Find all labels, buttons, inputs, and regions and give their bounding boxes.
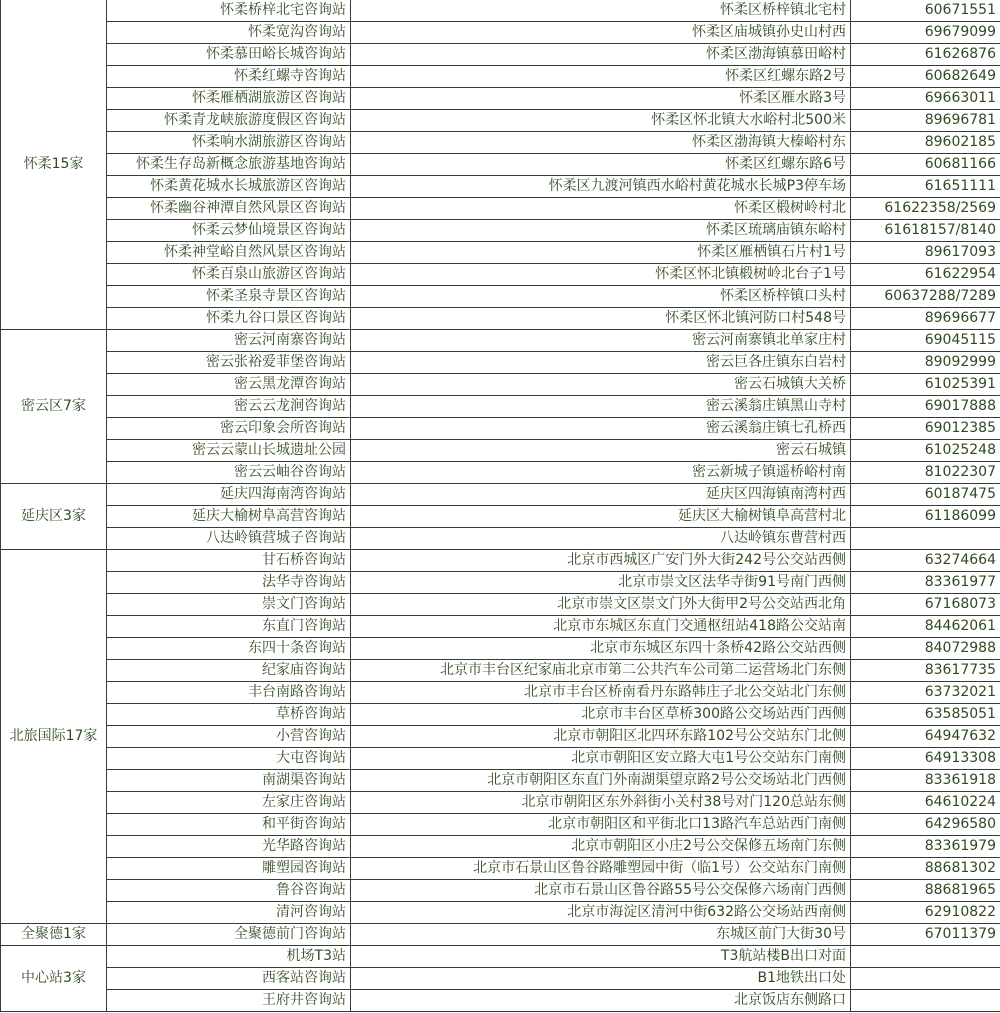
station-name: 清河咨询站 [107,902,351,924]
table-row [1,0,1000,22]
group-label: 全聚德1家 [1,924,107,946]
station-phone: 61622358/2569 [851,198,1000,220]
station-address: 怀柔区渤海镇大榛峪村东 [351,132,851,154]
station-phone [851,990,1000,1012]
station-address: 北京市朝阳区小庄2号公交保修五场南门东侧 [351,836,851,858]
station-phone: 61626876 [851,44,1000,66]
station-name: 大屯咨询站 [107,748,351,770]
station-name: 密云云蒙山长城遗址公园 [107,440,351,462]
table-row [1,352,1000,374]
station-address: 北京市石景山区鲁谷路55号公交保修六场南门西侧 [351,880,851,902]
table-row [1,748,1000,770]
station-phone: 69679099 [851,22,1000,44]
station-phone: 88681965 [851,880,1000,902]
station-name: 怀柔黄花城水长城旅游区咨询站 [107,176,351,198]
group-label: 怀柔15家 [1,0,107,330]
station-address: 密云石城镇 [351,440,851,462]
table-row [1,660,1000,682]
station-phone: 61025391 [851,374,1000,396]
station-address: 北京市东城区东直门交通枢纽站418路公交站南 [351,616,851,638]
station-address: 北京市崇文区法华寺街91号南门西侧 [351,572,851,594]
station-phone: 60187475 [851,484,1000,506]
station-phone: 69045115 [851,330,1000,352]
station-name: 密云印象会所咨询站 [107,418,351,440]
table-body [1,0,1000,1012]
station-name: 怀柔响水湖旅游区咨询站 [107,132,351,154]
station-name: 怀柔神堂峪自然风景区咨询站 [107,242,351,264]
station-phone: 61186099 [851,506,1000,528]
station-address: 密云新城子镇遥桥峪村南 [351,462,851,484]
station-phone: 63585051 [851,704,1000,726]
station-phone: 89696677 [851,308,1000,330]
station-phone: 64913308 [851,748,1000,770]
station-name: 甘石桥咨询站 [107,550,351,572]
station-address: 密云河南寨镇北单家庄村 [351,330,851,352]
table-row [1,330,1000,352]
table-row [1,792,1000,814]
station-address: 密云溪翁庄镇七孔桥西 [351,418,851,440]
station-name: 丰台南路咨询站 [107,682,351,704]
table-row [1,484,1000,506]
station-name: 东直门咨询站 [107,616,351,638]
station-phone: 69017888 [851,396,1000,418]
station-name: 怀柔红螺寺咨询站 [107,66,351,88]
table-row [1,286,1000,308]
station-name: 南湖渠咨询站 [107,770,351,792]
station-phone: 89602185 [851,132,1000,154]
station-address: 怀柔区庙城镇孙史山村西 [351,22,851,44]
station-name: 怀柔慕田峪长城咨询站 [107,44,351,66]
table-row [1,968,1000,990]
table-row [1,770,1000,792]
table-row [1,198,1000,220]
station-address: 怀柔区桥梓镇北宅村 [351,0,851,22]
table-row [1,880,1000,902]
table-row [1,462,1000,484]
station-phone [851,528,1000,550]
station-address: 北京市朝阳区安立路大屯1号公交站东门南侧 [351,748,851,770]
table-row [1,22,1000,44]
table-row [1,902,1000,924]
table-row [1,264,1000,286]
station-address: 北京市丰台区纪家庙北京市第二公共汽车公司第二运营场北门东侧 [351,660,851,682]
station-address: 北京市朝阳区和平街北口13路汽车总站西门南侧 [351,814,851,836]
table-row [1,858,1000,880]
station-address: 北京市东城区东四十条桥42路公交站西侧 [351,638,851,660]
table-row [1,176,1000,198]
station-name: 怀柔云梦仙境景区咨询站 [107,220,351,242]
station-phone: 81022307 [851,462,1000,484]
table-row [1,616,1000,638]
table-row [1,990,1000,1012]
station-address: 怀柔区红螺东路2号 [351,66,851,88]
station-address: 怀柔区怀北镇河防口村548号 [351,308,851,330]
table-row [1,132,1000,154]
station-address: 怀柔区红螺东路6号 [351,154,851,176]
group-label: 北旅国际17家 [1,550,107,924]
station-address: 怀柔区九渡河镇西水峪村黄花城水长城P3停车场 [351,176,851,198]
station-name: 纪家庙咨询站 [107,660,351,682]
station-address: 怀柔区雁栖镇石片村1号 [351,242,851,264]
station-name: 怀柔幽谷神潭自然风景区咨询站 [107,198,351,220]
station-phone: 60637288/7289 [851,286,1000,308]
station-address: 密云石城镇大关桥 [351,374,851,396]
station-phone: 64947632 [851,726,1000,748]
table-row [1,374,1000,396]
table-row [1,594,1000,616]
table-row [1,154,1000,176]
station-name: 怀柔圣泉寺景区咨询站 [107,286,351,308]
station-phone: 63274664 [851,550,1000,572]
station-phone: 89696781 [851,110,1000,132]
station-phone: 84462061 [851,616,1000,638]
station-address: 怀柔区琉璃庙镇东峪村 [351,220,851,242]
table-row [1,924,1000,946]
group-label: 延庆区3家 [1,484,107,550]
station-name: 密云张裕爱菲堡咨询站 [107,352,351,374]
station-name: 全聚德前门咨询站 [107,924,351,946]
table-row [1,638,1000,660]
station-name: 东四十条咨询站 [107,638,351,660]
station-address: 北京市朝阳区东直门外南湖渠望京路2号公交场站北门西侧 [351,770,851,792]
station-phone: 60671551 [851,0,1000,22]
table-row [1,418,1000,440]
station-phone: 89092999 [851,352,1000,374]
station-address: 怀柔区怀北镇大水峪村北500米 [351,110,851,132]
table-row [1,726,1000,748]
group-label: 密云区7家 [1,330,107,484]
station-address: 北京市石景山区鲁谷路雕塑园中街（临1号）公交站东门南侧 [351,858,851,880]
station-phone: 64610224 [851,792,1000,814]
table-row [1,550,1000,572]
station-name: 雕塑园咨询站 [107,858,351,880]
station-name: 和平街咨询站 [107,814,351,836]
station-name: 怀柔宽沟咨询站 [107,22,351,44]
station-phone [851,946,1000,968]
station-address: 北京市西城区广安门外大街242号公交站西侧 [351,550,851,572]
station-address: 北京饭店东侧路口 [351,990,851,1012]
station-address: B1地铁出口处 [351,968,851,990]
station-name: 八达岭镇营城子咨询站 [107,528,351,550]
station-name: 小营咨询站 [107,726,351,748]
station-name: 法华寺咨询站 [107,572,351,594]
station-name: 延庆四海南湾咨询站 [107,484,351,506]
table-row [1,66,1000,88]
table-row [1,682,1000,704]
station-phone: 83361979 [851,836,1000,858]
station-phone: 67168073 [851,594,1000,616]
station-name: 密云黑龙潭咨询站 [107,374,351,396]
station-name: 光华路咨询站 [107,836,351,858]
table-row [1,528,1000,550]
station-name: 左家庄咨询站 [107,792,351,814]
station-phone: 62910822 [851,902,1000,924]
station-address: T3航站楼B出口对面 [351,946,851,968]
station-name: 怀柔百泉山旅游区咨询站 [107,264,351,286]
station-address: 北京市朝阳区东外斜街小关村38号对门120总站东侧 [351,792,851,814]
station-address: 北京市朝阳区北四环东路102号公交站东门北侧 [351,726,851,748]
station-phone: 69663011 [851,88,1000,110]
station-phone: 89617093 [851,242,1000,264]
station-name: 草桥咨询站 [107,704,351,726]
station-name: 怀柔生存岛新概念旅游基地咨询站 [107,154,351,176]
table-row [1,440,1000,462]
table-row [1,220,1000,242]
table-row [1,110,1000,132]
station-address: 北京市崇文区崇文门外大街甲2号公交站西北角 [351,594,851,616]
station-address: 密云溪翁庄镇黑山寺村 [351,396,851,418]
station-address: 怀柔区怀北镇椴树岭北台子1号 [351,264,851,286]
station-address: 延庆区大榆树镇阜高营村北 [351,506,851,528]
table-row [1,308,1000,330]
station-name: 鲁谷咨询站 [107,880,351,902]
station-phone: 63732021 [851,682,1000,704]
station-name: 怀柔青龙峡旅游度假区咨询站 [107,110,351,132]
table-row [1,242,1000,264]
station-phone: 61618157/8140 [851,220,1000,242]
station-phone [851,968,1000,990]
station-phone: 83361918 [851,770,1000,792]
station-address: 密云巨各庄镇东白岩村 [351,352,851,374]
station-name: 密云河南寨咨询站 [107,330,351,352]
station-address: 北京市海淀区清河中街632路公交场站西南侧 [351,902,851,924]
station-name: 王府井咨询站 [107,990,351,1012]
station-phone: 61651111 [851,176,1000,198]
group-label: 中心站3家 [1,946,107,1012]
station-phone: 83617735 [851,660,1000,682]
station-address: 怀柔区雁水路3号 [351,88,851,110]
table-row [1,44,1000,66]
station-name: 怀柔雁栖湖旅游区咨询站 [107,88,351,110]
station-address: 怀柔区椴树岭村北 [351,198,851,220]
table-row [1,836,1000,858]
station-address: 北京市丰台区草桥300路公交场站西门西侧 [351,704,851,726]
station-address: 八达岭镇东曹营村西 [351,528,851,550]
station-address: 延庆区四海镇南湾村西 [351,484,851,506]
station-name: 机场T3站 [107,946,351,968]
station-name: 密云云岫谷咨询站 [107,462,351,484]
station-phone: 83361977 [851,572,1000,594]
station-name: 怀柔九谷口景区咨询站 [107,308,351,330]
station-address: 怀柔区桥梓镇口头村 [351,286,851,308]
station-phone: 60682649 [851,66,1000,88]
station-phone: 61025248 [851,440,1000,462]
station-name: 延庆大榆树阜高营咨询站 [107,506,351,528]
station-phone: 60681166 [851,154,1000,176]
station-phone: 69012385 [851,418,1000,440]
table-row [1,814,1000,836]
station-address: 北京市丰台区桥南看丹东路韩庄子北公交站北门东侧 [351,682,851,704]
station-address: 怀柔区渤海镇慕田峪村 [351,44,851,66]
station-phone: 84072988 [851,638,1000,660]
station-name: 怀柔桥梓北宅咨询站 [107,0,351,22]
table-row [1,88,1000,110]
station-phone: 88681302 [851,858,1000,880]
table-row [1,396,1000,418]
station-phone: 61622954 [851,264,1000,286]
station-name: 西客站咨询站 [107,968,351,990]
table-row [1,572,1000,594]
station-name: 崇文门咨询站 [107,594,351,616]
table-row [1,506,1000,528]
table-row [1,946,1000,968]
station-phone: 67011379 [851,924,1000,946]
station-address: 东城区前门大街30号 [351,924,851,946]
station-phone: 64296580 [851,814,1000,836]
station-name: 密云云龙涧咨询站 [107,396,351,418]
table-row [1,704,1000,726]
